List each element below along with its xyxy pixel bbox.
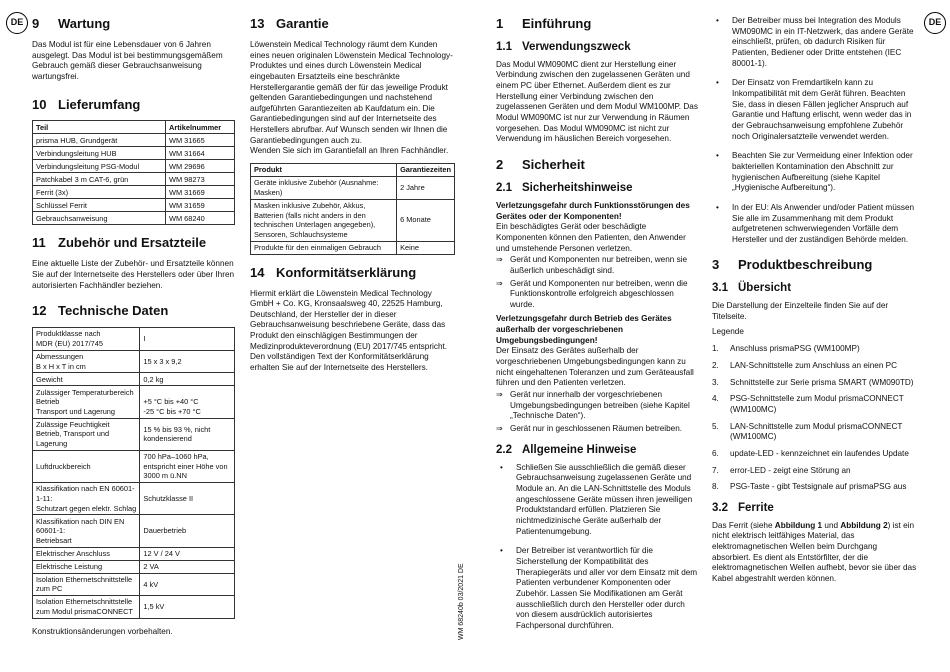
list-item: ⇒ Gerät nur in geschlossenen Räumen betreiben. <box>496 424 699 435</box>
table-row <box>33 147 235 160</box>
table-cell: Patchkabel 3 m CAT-6, grün <box>33 173 166 186</box>
section-heading: 1 Einführung <box>496 16 592 31</box>
section-heading: 2 Sicherheit <box>496 157 585 173</box>
table-cell: WM 68240 <box>166 212 235 225</box>
paragraph: Hiermit erklärt die Löwenstein Medical Technology GmbH + Co. KG, Kronsaalsweg 40, 22525 Hamburg, Deutschland, der Hersteller der in dieser Gebrauchsanweisung beschriebene Geräte, dass das Produkt den einschlägigen Bestimmungen der Medizinprodukteverordnung (EU) 2017/745 entspricht. Den vollständigen Text der Konformitätserklärung erhalten Sie auf der Internetseite des Herstellers. <box>250 288 448 373</box>
table-row <box>33 596 235 619</box>
table-cell: 12 V / 24 V <box>140 547 235 560</box>
table-cell: Luftdruckbereich <box>33 450 140 482</box>
table-cell: Gewicht <box>33 373 140 386</box>
legend-text: update-LED - kennzeichnet ein laufendes Update <box>730 448 909 458</box>
table-cell: WM 31669 <box>166 186 235 199</box>
list-item: ⇒ Gerät und Komponenten nur betreiben, wenn die Funktionskontrolle erfolgreich abgeschlossen wurde. <box>496 279 699 311</box>
table-row <box>33 212 235 225</box>
document-code: WM 68240b 03/2021 DE <box>458 563 465 640</box>
table-row <box>33 328 235 351</box>
table-row <box>33 386 235 418</box>
language-badge: DE <box>6 12 28 34</box>
paragraph: Die Darstellung der Einzelteile finden Sie auf der Titelseite. <box>712 301 889 321</box>
column-2 <box>250 16 455 380</box>
general-notes <box>496 463 699 632</box>
table-row <box>33 350 235 373</box>
legend-item <box>712 422 917 443</box>
table-cell: Produkte für den einmaligen Gebrauch <box>251 241 397 254</box>
table-cell: Produktklasse nach MDR (EU) 2017/745 <box>33 328 140 351</box>
table-cell: Geräte inklusive Zubehör (Ausnahme: Masken) <box>251 177 397 200</box>
legend-item <box>712 449 917 460</box>
list-item: • Schließen Sie ausschließlich die gemäß dieser Gebrauchsanweisung zugelassenen Geräte und Module an. An die LAN-Schnittstelle des Moduls angeschlossene Geräte müssen ihren jeweiligen Produktstandard erfüllen. Platzieren Sie nichtmedizinische Geräte außerhalb der Patientenumgebung. <box>496 463 699 538</box>
table-cell: Verbindungsleitung PSG-Modul <box>33 160 166 173</box>
warning-actions <box>496 390 699 435</box>
table-cell: Schlüssel Ferrit <box>33 199 166 212</box>
table-cell: 2 VA <box>140 560 235 573</box>
legend-number: 2. <box>712 360 719 370</box>
list-item: • Der Einsatz von Fremdartikeln kann zu Inkompatibilität mit dem Gerät führen. Beachten Sie, dass in diesen Fällen jeglicher Anspruch auf Garantie und Haftung erlischt, wenn weder das in der Gebrauchsanweisung empfohlene Zubehör noch Originalersatzteile verwendet werden. <box>712 78 917 142</box>
table-cell: Ferrit (3x) <box>33 186 166 199</box>
legend-number: 7. <box>712 465 719 475</box>
legend-text: Anschluss prismaPSG (WM100MP) <box>730 344 860 354</box>
table-row <box>33 173 235 186</box>
table-cell: 2 Jahre <box>397 177 455 200</box>
paragraph: Eine aktuelle Liste der Zubehör- und Ersatzteile können Sie auf der Internetseite des Herstellers oder über Ihren autorisierten Fachhändler beziehen. <box>32 259 235 290</box>
list-item: • Beachten Sie zur Vermeidung einer Infektion oder bakteriellen Kontamination den Abschnitt zur hygienischen Aufbereitung (siehe Kapitel „Hygienische Aufbereitung“). <box>712 151 917 194</box>
legend-number: 4. <box>712 394 719 404</box>
subsection-heading: 1.1 Verwendungszweck <box>496 40 631 53</box>
section-heading: 13 Garantie <box>250 16 329 31</box>
legend-number: 3. <box>712 377 719 387</box>
table-cell: Elektrische Leistung <box>33 560 140 573</box>
table-row <box>33 418 235 450</box>
paragraph: Das Modul ist für eine Lebensdauer von 6 Jahren ausgelegt. Das Modul ist bei bestimmungsgemäßem Gebrauch gemäß dieser Gebrauchsanweisung wartungsfrei. <box>32 39 223 81</box>
list-item: ⇒ Gerät nur innerhalb der vorgeschriebenen Umgebungsbedingungen betreiben (siehe Kapitel „Technische Daten“). <box>496 390 699 422</box>
table-row <box>33 573 235 596</box>
table-cell: Verbindungsleitung HUB <box>33 147 166 160</box>
table-cell: WM 31665 <box>166 134 235 147</box>
section-heading: 9 Wartung <box>32 16 111 31</box>
table-row <box>33 483 235 515</box>
legend-text: Schnittstelle zur Serie prisma SMART (WM090TD) <box>730 377 914 387</box>
legend-item <box>712 378 917 389</box>
tech-data-table <box>32 327 235 619</box>
table-row <box>33 199 235 212</box>
table-cell: I <box>140 328 235 351</box>
legend-item <box>712 466 917 477</box>
table-cell: 15 x 3 x 9,2 <box>140 350 235 373</box>
legend-number: 5. <box>712 421 719 431</box>
paragraph: Das Ferrit (siehe Abbildung 1 und Abbildung 2) ist ein nicht elektrisch leitfähiges Material, das elektromagnetischen Wellen beim Durchgang absorbiert. Es dient als Entstörfilter, der die elektromagnetischen Wellen aufhebt, bevor sie über das Kabel abgestrahlt werden können. <box>712 520 917 584</box>
warning-title: Verletzungsgefahr durch Betrieb des Gerätes außerhalb der vorgeschriebenen Umgebungsbedingungen! <box>496 314 672 345</box>
table-cell: 0,2 kg <box>140 373 235 386</box>
table-cell: Isolation Ethernetschnittstelle zum Modul prismaCONNECT <box>33 596 140 619</box>
table-cell: +5 °C bis +40 °C -25 °C bis +70 °C <box>140 386 235 418</box>
footer-note: Konstruktionsänderungen vorbehalten. <box>32 626 173 636</box>
legend-item <box>712 344 917 355</box>
legend-number: 6. <box>712 448 719 458</box>
table-cell: Keine <box>397 241 455 254</box>
subsection-heading: 2.1 Sicherheitshinweise <box>496 181 633 194</box>
paragraph: Ein beschädigtes Gerät oder beschädigte Komponenten können den Patienten, den Anwender und umstehende Personen verletzen. <box>496 222 686 253</box>
paragraph: Wenden Sie sich im Garantiefall an Ihren Fachhändler. <box>250 146 449 156</box>
subsection-heading: 2.2 Allgemeine Hinweise <box>496 443 637 456</box>
legend-item <box>712 482 917 493</box>
section-heading: 11 Zubehör und Ersatzteile <box>32 235 207 251</box>
table-row <box>33 560 235 573</box>
delivery-table: Teil Artikelnummer prisma HUB, Grundgerät WM 31665 Verbindungsleitung HUB WM 31664 Verbindungsleitung PSG-Modul WM 29696 Patchkabel 3 m CAT-6, grün WM 98273 Ferrit (3x) WM 31669 Schlüssel Ferrit WM 31659 Gebrauchsanweisung WM 68240 <box>32 120 235 225</box>
subsection-heading: 3.1 Übersicht <box>712 282 792 295</box>
table-cell: Abmessungen B x H x T in cm <box>33 350 140 373</box>
legend-number: 8. <box>712 482 719 492</box>
table-cell: Schutzklasse II <box>140 483 235 515</box>
table-cell: 1,5 kV <box>140 596 235 619</box>
list-item: • Der Betreiber ist verantwortlich für die Sicherstellung der Kompatibilität des Therapiegeräts und aller vor dem Einsatz mit dem Patienten verbundener Komponenten oder Zubehör. Lassen Sie Modifikationen am Gerät ausschließlich durch den Hersteller oder durch von diesem ausdrücklich autorisiertes Fachpersonal durchführen. <box>496 546 699 631</box>
table-cell: Elektrischer Anschluss <box>33 547 140 560</box>
section-heading: 3 Produktbeschreibung <box>712 257 873 273</box>
warranty-table: Produkt Garantiezeiten Geräte inklusive Zubehör (Ausnahme: Masken) 2 Jahre Masken inklusive Zubehör, Akkus, Batterien (falls nicht anders in den technischen Unterlagen angegeben), Sensoren, Schlauchsysteme 6 Monate Produkte für den einmaligen Gebrauch Keine <box>250 163 455 255</box>
table-cell: WM 31664 <box>166 147 235 160</box>
paragraph: Löwenstein Medical Technology räumt dem Kunden eines neuen originalen Löwenstein Medical Technology-Produktes und eines durch Löwenstein Medical eingebauten Ersatzteils eine beschränkte Herstellergarantie gemäß der für das jeweilige Produkt geltenden Garantiebedingungen und nachstehend aufgeführten Garantiezeiten ab Kaufdatum ein. Die Garantiebedingungen sind auf der Internetseite des Herstellers abrufbar. Auf Wunsch senden wir Ihnen die Garantiebedingungen auch zu. <box>250 39 453 145</box>
legend-item <box>712 361 917 372</box>
table-cell: Klassifikation nach DIN EN 60601-1: Betriebsart <box>33 515 140 547</box>
legend-text: PSG-Schnittstelle zum Modul prismaCONNECT (WM100MC) <box>730 394 904 414</box>
section-heading: 14 Konformitätserklärung <box>250 264 417 280</box>
table-cell: WM 31659 <box>166 199 235 212</box>
subsection-heading: 3.2 Ferrite <box>712 501 774 514</box>
table-row <box>33 515 235 547</box>
table-cell: Gebrauchsanweisung <box>33 212 166 225</box>
table-row <box>33 450 235 482</box>
legend-number: 1. <box>712 344 719 354</box>
table-row <box>33 373 235 386</box>
table-cell: Klassifikation nach EN 60601-1-11: Schutzart gegen elektr. Schlag <box>33 483 140 515</box>
legend-list <box>712 344 917 493</box>
legend-text: LAN-Schnittstelle zum Anschluss an einen PC <box>730 360 898 370</box>
section-heading: 12 Technische Daten <box>32 303 169 319</box>
column-3 <box>496 16 699 640</box>
table-row <box>251 199 455 241</box>
paragraph: Das Modul WM090MC dient zur Herstellung einer Verbindung zwischen den zugelassenen Geräten und einem PC über Ethernet. Außerdem dient es zur Herstellung einer Verbindung zwischen den zugelassenen Geräten und dem Modul WM100MP. Das Modul WM090MC ist nur zur Verwendung in Räumen vorgesehen. Das Modul WM090MC ist nicht zur Verwendung im häuslichen Bereich vorgesehen. <box>496 59 698 144</box>
table-row <box>33 547 235 560</box>
language-badge: DE <box>924 12 946 34</box>
table-cell: Dauerbetrieb <box>140 515 235 547</box>
column-1 <box>32 16 235 644</box>
table-row <box>33 134 235 147</box>
column-4 <box>712 16 917 591</box>
table-cell: 15 % bis 93 %, nicht kondensierend <box>140 418 235 450</box>
section-heading: 10 Lieferumfang <box>32 96 141 112</box>
table-cell: Masken inklusive Zubehör, Akkus, Batterien (falls nicht anders in den technischen Unterlagen angegeben), Sensoren, Schlauchsysteme <box>251 199 397 241</box>
table-row <box>33 160 235 173</box>
table-cell: prisma HUB, Grundgerät <box>33 134 166 147</box>
legend-label: Legende <box>712 326 744 336</box>
table-cell: 6 Monate <box>397 199 455 241</box>
list-item: • In der EU: Als Anwender und/oder Patient müssen Sie alle im Zusammenhang mit dem Produkt aufgetretenen schwerwiegenden Vorfälle dem Hersteller und der zuständigen Behörde melden. <box>712 203 917 246</box>
legend-text: error-LED - zeigt eine Störung an <box>730 465 851 475</box>
list-item: • Der Betreiber muss bei Integration des Moduls WM090MC in ein IT-Netzwerk, das andere Geräte einschließt, prüfen, ob dadurch Risiken für Patienten, Bediener oder Dritte entstehen (IEC 80001-1). <box>712 16 917 69</box>
warning-actions <box>496 255 699 310</box>
table-cell: 700 hPa–1060 hPa, entspricht einer Höhe von 3000 m ü.NN <box>140 450 235 482</box>
table-cell: Isolation Ethernetschnittstelle zum PC <box>33 573 140 596</box>
general-notes <box>712 16 917 245</box>
table-cell: WM 98273 <box>166 173 235 186</box>
table-cell: 4 kV <box>140 573 235 596</box>
legend-item <box>712 394 917 415</box>
table-row <box>251 241 455 254</box>
table-cell: WM 29696 <box>166 160 235 173</box>
table-cell: Zulässiger Temperaturbereich Betrieb Transport und Lagerung <box>33 386 140 418</box>
list-item: ⇒ Gerät und Komponenten nur betreiben, wenn sie äußerlich unbeschädigt sind. <box>496 255 699 276</box>
legend-text: PSG-Taste - gibt Testsignale auf prismaPSG aus <box>730 482 907 492</box>
table-cell: Zulässige Feuchtigkeit Betrieb, Transport und Lagerung <box>33 418 140 450</box>
warning-title: Verletzungsgefahr durch Funktionsstörungen des Gerätes oder der Komponenten! <box>496 200 690 221</box>
legend-text: LAN-Schnittstelle zum Modul prismaCONNECT (WM100MC) <box>730 421 903 442</box>
table-row <box>33 186 235 199</box>
paragraph: Der Einsatz des Gerätes außerhalb der vorgeschriebenen Umgebungsbedingungen kann zu nicht eingehaltenen Toleranzen und zum Geräteausfall führen und den Patienten verletzen. <box>496 346 694 388</box>
table-row <box>251 177 455 200</box>
